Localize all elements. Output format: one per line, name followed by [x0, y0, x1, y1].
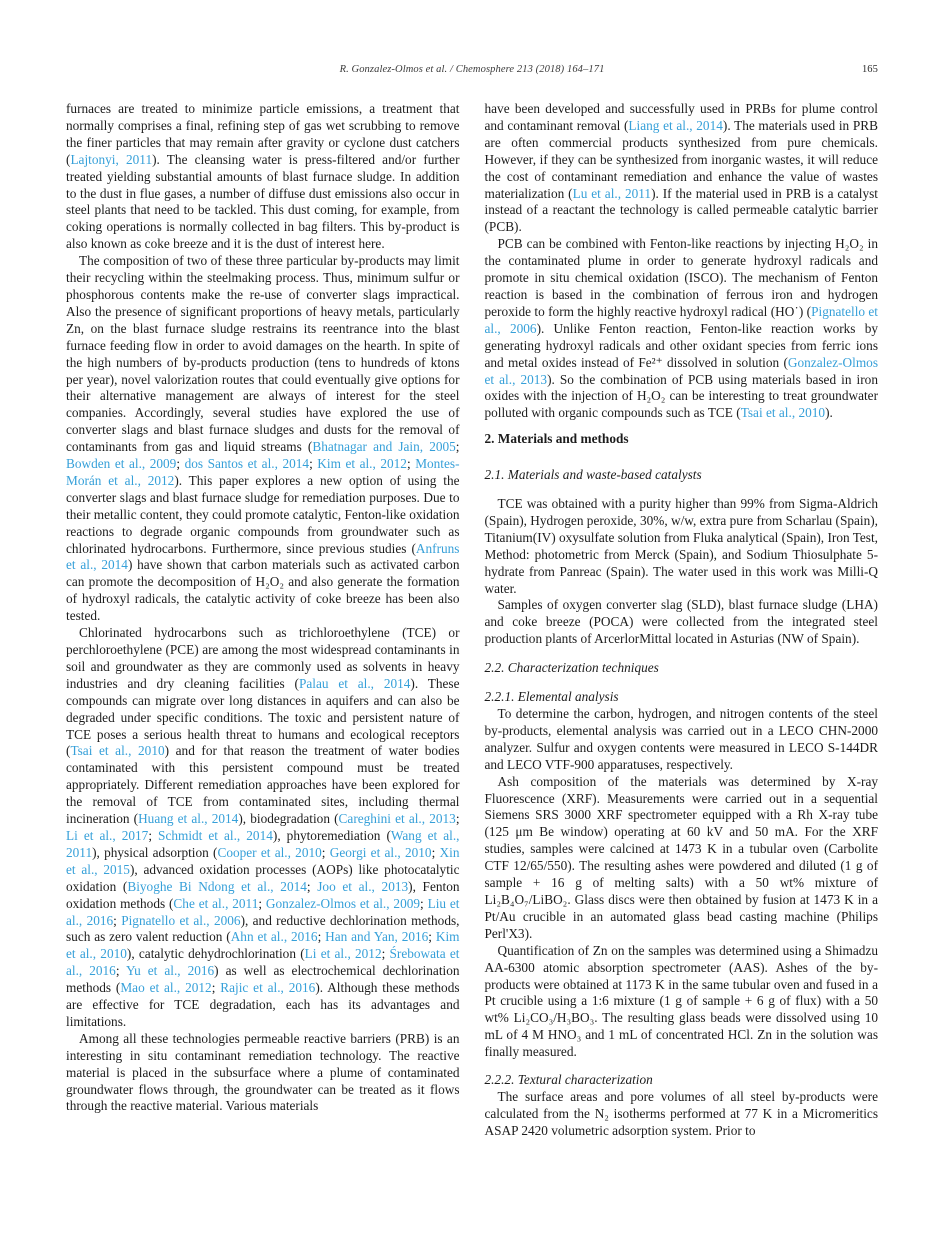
citation-link[interactable]: Gonzalez-Olmos et al., 2013 [484, 354, 878, 387]
text-run: TCE was obtained with a purity higher than 99% from Sigma-Aldrich (Spain), Hydrogen peroxide, 30%, w/w, extra pure from Scharlau (Spain), Titanium(IV) oxysulfate solution from Fluka analytical (Spain), Iron Test, Method: photometric from Merck (Spain), and Sodium Thiosulphate 5-hydrate from Panreac (Spain). The water used in this work was Milli-Q water. [484, 496, 878, 596]
citation-link[interactable]: Gonzalez-Olmos et al., 2009 [265, 895, 421, 911]
citation-link[interactable]: Kim et al., 2010 [66, 929, 460, 962]
citation-link[interactable]: Pignatello et al., 2006 [484, 303, 879, 336]
paragraph [485, 236, 879, 422]
page-number: 165 [861, 64, 878, 75]
citation-link[interactable]: Ahn et al., 2016 [230, 929, 318, 945]
citation-link[interactable]: Mao et al., 2012 [120, 980, 212, 996]
citation-link[interactable]: Bowden et al., 2009 [66, 456, 177, 472]
right-column [485, 101, 879, 1140]
text-run: ). Although these methods are effective for TCE degradation, each has its advantages and limitations. [66, 980, 460, 1029]
citation-link[interactable]: Tsai et al., 2010 [740, 405, 826, 421]
text-run: ; [317, 929, 326, 945]
running-head [66, 64, 878, 75]
text-run: To determine the carbon, hydrogen, and nitrogen contents of the steel by-products, elemental analysis was carried out in a LECO CHN-2000 analyzer. Sulfur and oxygen contents were measured in LECO S-144DR and LECO VTF-900 apparatuses, respectively. [484, 706, 878, 772]
paragraph [485, 943, 879, 1061]
text-run: have been developed and successfully used in PRBs for plume control and contaminant removal ( [484, 101, 878, 133]
subsubsection-heading [485, 689, 879, 706]
text-run: ) as well as electrochemical dechlorination methods ( [66, 963, 460, 996]
citation-link[interactable]: Palau et al., 2014 [298, 675, 411, 691]
text-run: ), physical adsorption ( [92, 844, 218, 860]
paragraph [485, 496, 879, 597]
text-run: PCB can be combined with Fenton-like reactions by injecting H₂O₂ in the contaminated plume in order to generate hydroxyl radicals and promote in situ chemical oxidation (ISCO). The mechanism of Fenton reaction is based in the combination of ferrous iron and hydrogen peroxide to form the highly reactive hydroxyl radical (HO˙) ( [484, 236, 878, 319]
section-heading [485, 431, 879, 448]
text-run: The surface areas and pore volumes of all steel by-products were calculated from the N₂ isotherms performed at 77 K in a Micromeritics ASAP 2420 volumetric adsorption system. Prior to [484, 1088, 878, 1138]
running-title: R. Gonzalez-Olmos et al. / Chemosphere 213 (2018) 164–171 [339, 64, 605, 75]
text-run: ). The materials used in PRB are often commercial products synthesized from pure chemicals. However, if they can be synthesized from inorganic wastes, it will reduce the cost of contaminant remediation and enhance the value of wastes materialization ( [484, 117, 878, 201]
text-run: ; [420, 895, 428, 911]
text-run: Samples of oxygen converter slag (SLD), blast furnace sludge (LHA) and coke breeze (POCA) were collected from the integrated steel production plants of ArcerlorMittal located in Asturias (NW of Spain). [484, 597, 878, 647]
citation-link[interactable]: Bhatnagar and Jain, 2005 [312, 439, 456, 455]
text-run: ) have shown that carbon materials such as activated carbon can promote the decomposition of H₂O₂ and also generate the formation of hydroxyl radicals, the catalytic activity of coke breeze has been also tested. [66, 557, 460, 624]
text-run: ). The cleansing water is press-filtered and/or further treated yielding substantial amounts of blast furnace sludge. In addition to the dust in flue gases, a number of diffuse dust emissions also occur in steel plants that need to be tackled. This dust coming, for example, from coking operations is normally collected in bag filters. This by-product is also known as coke breeze and it is the dust of interest here. [66, 151, 460, 252]
citation-link[interactable]: Joo et al., 2013 [317, 878, 409, 894]
citation-link[interactable]: Tsai et al., 2010 [70, 743, 165, 759]
paragraph [485, 706, 879, 774]
citation-link[interactable]: Liu et al., 2016 [66, 895, 460, 928]
text-run: ; [258, 895, 266, 911]
text-run: Quantification of Zn on the samples was determined using a Shimadzu AA-6300 atomic absorption spectrometer (AAS). Ashes of the by-products were obtained at 1173 K in the same tubular oven and fused in a Pt crucible using a 1:6 mixture (1 g of sample + 6 g of flux) with a 50 wt% Li₂CO₃/H₃BO₃. The resulting glass beads were dissolved using 10 mL of 4 M HNO₃ and 1 mL of concentrated HCl. Zn in the solution was finally measured. [484, 942, 878, 1060]
citation-link[interactable]: Li et al., 2017 [66, 827, 149, 843]
citation-link[interactable]: Xin et al., 2015 [66, 844, 460, 877]
citation-link[interactable]: Liang et al., 2014 [628, 117, 723, 133]
citation-link[interactable]: Pignatello et al., 2006 [121, 912, 241, 928]
text-run: ), Fenton oxidation methods ( [66, 878, 460, 911]
text-run: ; [321, 844, 330, 860]
text-run: ), and reductive dechlorination methods, such as zero valent reduction ( [66, 912, 460, 945]
text-run: 2. Materials and methods [484, 431, 629, 447]
paragraph [66, 101, 460, 253]
citation-link[interactable]: Lu et al., 2011 [572, 185, 652, 201]
citation-link[interactable]: Schmidt et al., 2014 [158, 827, 273, 843]
citation-link[interactable]: Careghini et al., 2013 [338, 811, 456, 827]
article-body [66, 101, 878, 1140]
text-run: ; [113, 912, 122, 928]
text-run: ; [455, 439, 460, 455]
citation-link[interactable]: Biyoghe Bi Ndong et al., 2014 [127, 878, 307, 894]
text-run: ), catalytic dehydrochlorination ( [126, 946, 305, 962]
citation-link[interactable]: Montes-Morán et al., 2012 [66, 456, 460, 488]
citation-link[interactable]: Georgi et al., 2010 [329, 844, 432, 860]
text-run: 2.2. Characterization techniques [484, 660, 659, 676]
text-run: ; [148, 827, 159, 843]
text-run: ; [176, 456, 185, 472]
text-run: ). If the material used in PRB is a catalyst instead of a reactant the technology is called permeable catalytic barrier (PCB). [484, 185, 879, 235]
text-run: ), biodegradation ( [238, 811, 339, 827]
citation-link[interactable]: Wang et al., 2011 [66, 827, 460, 860]
text-run: ), phytoremediation ( [272, 827, 391, 843]
text-run: The composition of two of these three particular by-products may limit their recycling within the steelmaking process. Thus, minimum sulfur or phosphorous contents make the re-use of converter slags impractical. Also the presence of significant proportions of heavy metals, particularly Zn, on the blast furnace sludge restrains its reentrance into the blast furnace feeding flow in order to avoid damages on the hearth. In spite of the high numbers of by-products production (tens to hundreds of ktons per year), novel valorization routes that could eventually give options for their alternative management are always of interest for the steel companies. Accordingly, several studies have explored the use of converter slags and blast furnace sludges and dusts for the removal of contaminants from gas and liquid streams ( [66, 253, 460, 455]
text-run: Among all these technologies permeable reactive barriers (PRB) is an interesting in situ contaminant remediation technology. The reactive material is placed in the subsurface where a plume of contaminated groundwater flows through, the groundwater can be treated as it flows through the reactive material. Various materials [66, 1030, 460, 1114]
text-run: ). So the combination of PCB using materials based in iron oxides with the injection of H₂O₂ can be interesting to treat groundwater polluted with organic compounds such as TCE ( [484, 371, 878, 421]
paragraph [485, 597, 879, 648]
text-run: ). [825, 405, 833, 421]
citation-link[interactable]: dos Santos et al., 2014 [184, 456, 310, 472]
subsubsection-heading [485, 1072, 879, 1089]
text-run: ; [306, 878, 318, 894]
paragraph [66, 253, 460, 625]
text-run: ; [455, 811, 460, 827]
text-run: ; [428, 929, 436, 945]
text-run: furnaces are treated to minimize particle emissions, a treatment that normally comprises a final, refining step of gas wet scrubbing to remove the finer particles that may remain after gravity or cyclone dust catchers ( [66, 101, 460, 167]
citation-link[interactable]: Che et al., 2011 [173, 895, 259, 911]
citation-link[interactable]: Lajtonyi, 2011 [70, 151, 153, 167]
text-run: ). This paper explores a new option of using the converter slags and blast furnace sludge for remediation purposes. Due to their metallic content, they could promote catalytic, Fenton-like oxidation reactions to degrade organic compounds from groundwater such as chlorinated hydrocarbons. Furthermore, since previous studies ( [66, 472, 460, 556]
text-run: 2.2.2. Textural characterization [484, 1072, 653, 1088]
text-run: Chlorinated hydrocarbons such as trichloroethylene (TCE) or perchloroethylene (PCE) are among the most widespread contaminants in soil and groundwater as they are commonly used as solvents in heavy industries and dry cleaning facilities ( [66, 625, 460, 691]
text-run: ; [211, 980, 221, 996]
citation-link[interactable]: Yu et al., 2016 [126, 963, 215, 979]
text-run: ; [406, 456, 416, 472]
text-run: ). These compounds can migrate over long distances in aquifers and can also be degraded under specific conditions. The toxic and persistent nature of TCE poses a serious health threat to humans and ecological receptors ( [66, 675, 460, 759]
citation-link[interactable]: Anfruns et al., 2014 [66, 540, 460, 573]
text-run: ; [431, 844, 440, 860]
paragraph [66, 1031, 460, 1116]
text-run: ; [309, 456, 318, 472]
citation-link[interactable]: Rajic et al., 2016 [220, 980, 316, 996]
citation-link[interactable]: Cooper et al., 2010 [217, 844, 322, 860]
subsection-heading [485, 660, 879, 677]
text-run: Ash composition of the materials was determined by X-ray Fluorescence (XRF). Measurements were carried out in a sequential Siemens SRS 3000 XRF spectrometer equipped with a Rh X-ray tube (125 μm Be window) operating at 60 kV and 50 mA. For the XRF studies, samples were calcined at 1473 K in a tubular oven (Carbolite CTF 12/65/550). The resulting ashes were powdered and diluted (1 g of sample + 16 g of melting salts) with a 50 wt% mixture of Li₂B₄O₇/LiBO₂. Glass discs were then obtained by fusion at 1473 K in a Pt/Au crucible in an automated glass bead casting machine (Philips Perl'X3). [484, 773, 878, 941]
citation-link[interactable]: Huang et al., 2014 [138, 811, 239, 827]
left-column [66, 101, 460, 1140]
text-run: ). Unlike Fenton reaction, Fenton-like reaction works by generating hydroxyl radicals and other oxidant species from ferric ions and metal oxides instead of Fe²⁺ dissolved in solution ( [484, 320, 878, 370]
paragraph [485, 1089, 879, 1140]
paragraph [66, 625, 460, 1031]
paragraph [485, 774, 879, 943]
citation-link[interactable]: Li et al., 2012 [304, 946, 382, 962]
citation-link[interactable]: Han and Yan, 2016 [325, 929, 429, 945]
citation-link[interactable]: Kim et al., 2012 [317, 456, 407, 472]
citation-link[interactable]: Śrebowata et al., 2016 [66, 946, 460, 979]
text-run: ; [381, 946, 390, 962]
subsection-heading [485, 467, 879, 484]
text-run: ) and for that reason the treatment of water bodies contaminated with this persistent compound must be treated appropriately. Different remediation approaches have been explored for the removal of TCE from contaminated sites, including thermal incineration ( [66, 743, 460, 827]
text-run: ; [115, 963, 127, 979]
text-run: 2.1. Materials and waste-based catalysts [484, 467, 702, 483]
text-run: 2.2.1. Elemental analysis [484, 689, 619, 705]
text-run: ), advanced oxidation processes (AOPs) like photocatalytic oxidation ( [66, 861, 460, 894]
paragraph [485, 101, 879, 236]
